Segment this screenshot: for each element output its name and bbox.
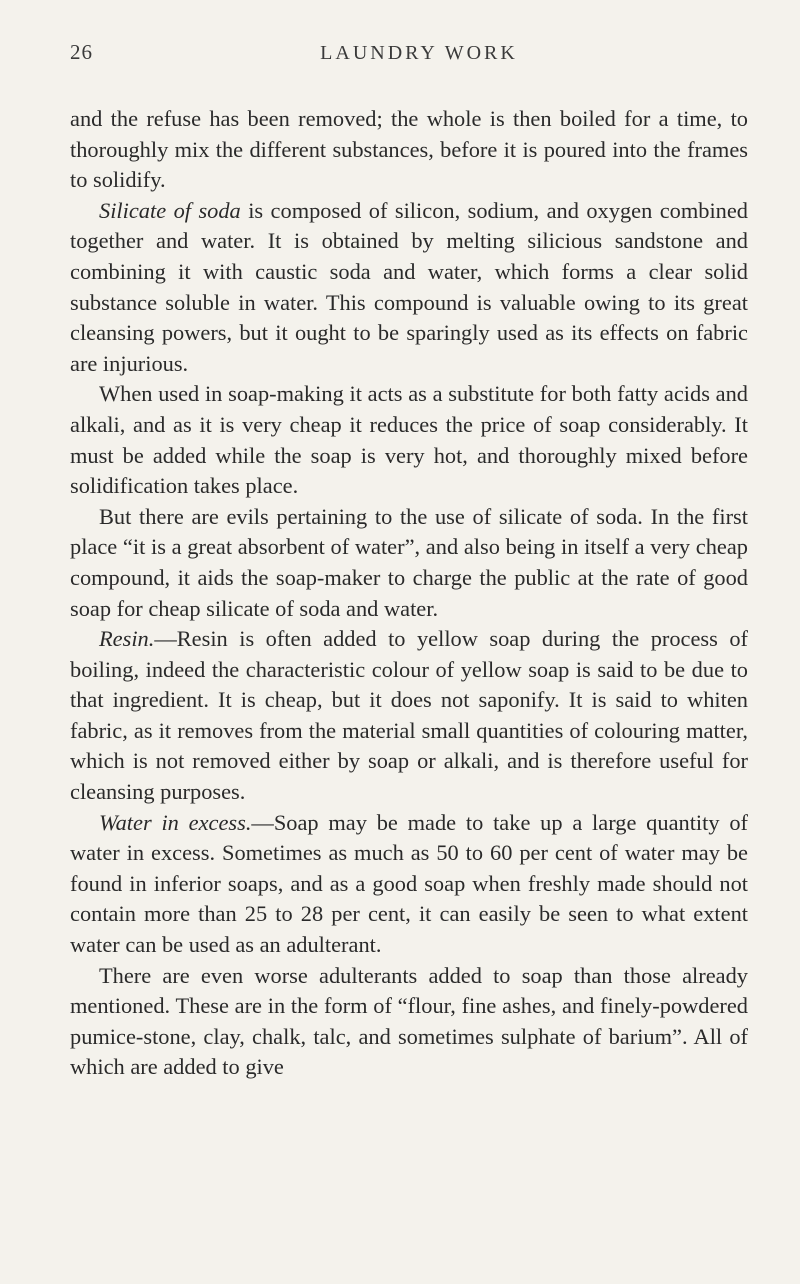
paragraph-water-in-excess <box>70 808 748 961</box>
paragraph-lead: Silicate of soda <box>99 197 241 223</box>
paragraph-worse-adulterants <box>70 961 748 1083</box>
paragraph-lead: Water in excess. <box>99 809 252 835</box>
paragraph-text: is composed of silicon, sodium, and oxygen combined together and water. It is obtained by melting silicious sandstone and combining it with caustic soda and water, which forms a clear solid substance soluble in water. This compound is valuable owing to its great cleansing powers, but it ought to be sparingly used as its effects on fabric are injurious. <box>70 197 749 376</box>
paragraph-lead: Resin. <box>99 626 155 652</box>
paragraph-resin <box>70 624 748 808</box>
body-text <box>70 104 748 1083</box>
paragraph-continuation <box>70 104 748 196</box>
paragraph-text: and the refuse has been removed; the whole is then boiled for a time, to thoroughly mix the different substances, before it is poured into the frames to solidify. <box>70 106 748 193</box>
running-title: LAUNDRY WORK <box>320 42 518 64</box>
running-head <box>70 0 748 104</box>
paragraph-evils <box>70 502 748 624</box>
page-number: 26 <box>70 40 93 64</box>
paragraph-text: —Resin is often added to yellow soap during the process of boiling, indeed the characteristic colour of yellow soap is said to be due to that ingredient. It is cheap, but it does not saponify. It is said to whiten fabric, as it removes from the material small quantities of colouring matter, which is not removed either by soap or alkali, and is therefore useful for cleansing purposes. <box>70 626 748 805</box>
paragraph-silicate-of-soda <box>70 196 748 380</box>
paragraph-soap-making <box>70 379 748 501</box>
paragraph-text: When used in soap-making it acts as a substitute for both fatty acids and alkali, and as it is very cheap it reduces the price of soap considerably. It must be added while the soap is very hot, and thoroughly mixed before solidification takes place. <box>70 381 748 499</box>
paragraph-text: But there are evils pertaining to the use of silicate of soda. In the first place “it is a great absorbent of water”, and also being in itself a very cheap compound, it aids the soap-maker to charge the public at the rate of good soap for cheap silicate of soda and water. <box>70 503 748 621</box>
paragraph-text: There are even worse adulterants added to soap than those already mentioned. These are in the form of “flour, fine ashes, and finely-powdered pumice-stone, clay, chalk, talc, and sometimes sulphate of barium”. All of which are added to give <box>70 962 748 1080</box>
paragraph-text: —Soap may be made to take up a large quantity of water in excess. Sometimes as much as 50 to 60 per cent of water may be found in inferior soaps, and as a good soap when freshly made should not contain more than 25 to 28 per cent, it can easily be seen to what extent water can be used as an adulterant. <box>70 809 748 958</box>
